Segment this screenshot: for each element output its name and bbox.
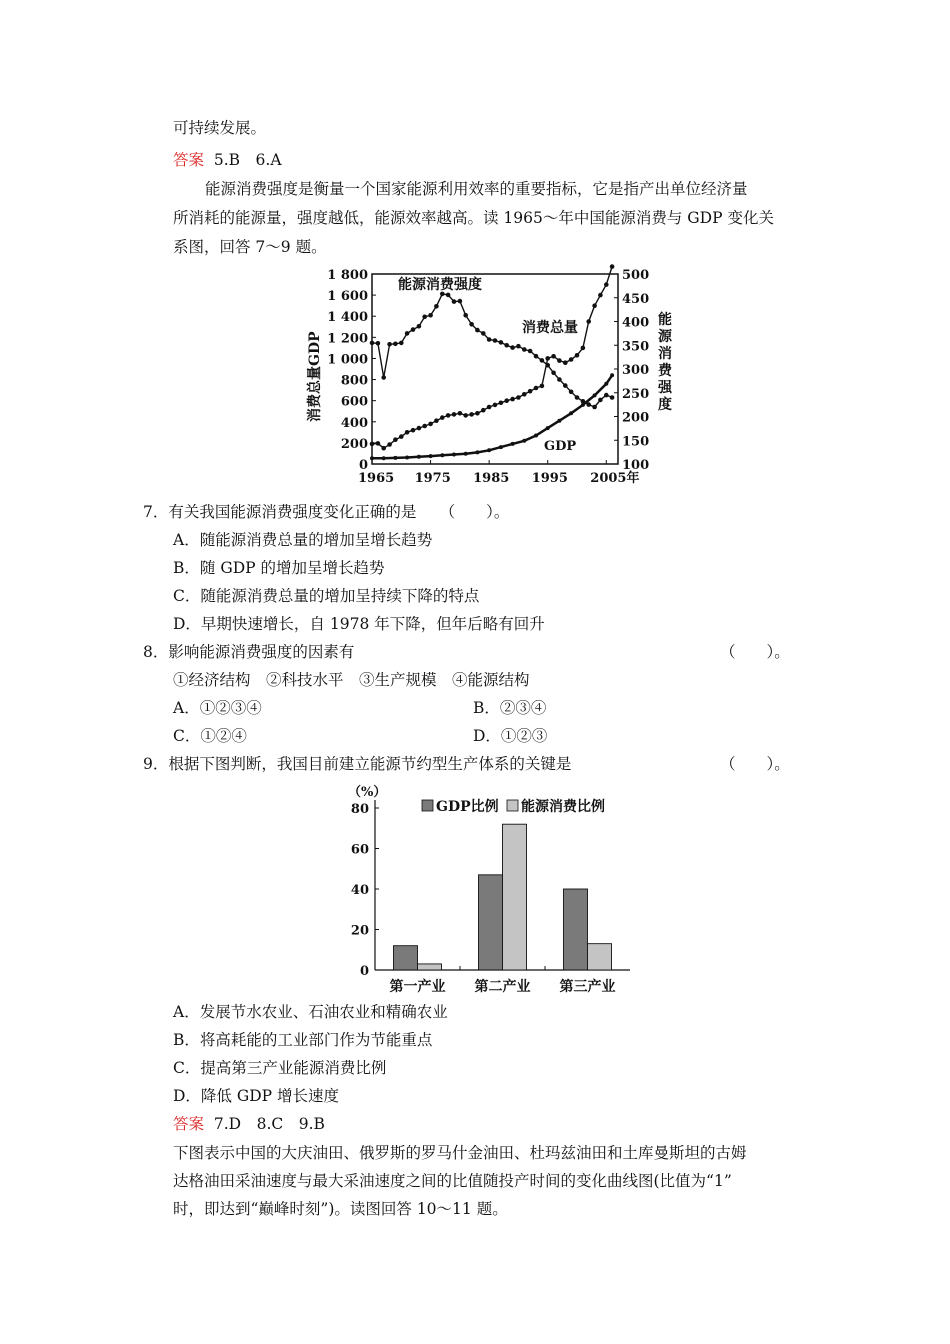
data-point-GDP	[581, 403, 585, 407]
left-tick-label: 200	[340, 436, 368, 452]
right-tick-label: 150	[622, 434, 650, 450]
data-point-消费总量	[575, 353, 580, 358]
left-tick-label: 1 200	[327, 331, 368, 347]
legend-swatch-能源消费比例	[507, 800, 518, 811]
data-point-GDP	[511, 442, 515, 446]
left-tick-label: 1 400	[327, 310, 368, 326]
right-axis-label-char: 消	[658, 346, 672, 362]
data-point-GDP	[464, 452, 468, 456]
data-point-能源消费强度	[522, 347, 527, 352]
data-point-能源消费强度	[604, 393, 609, 398]
annotation-gdp: GDP	[544, 439, 577, 454]
left-tick-label: 1 600	[327, 289, 368, 305]
data-point-GDP	[593, 393, 597, 397]
data-point-消费总量	[481, 408, 486, 413]
option-7c: C．随能源消费总量的增加呈持续下降的特点	[173, 587, 480, 605]
data-point-消费总量	[475, 411, 480, 416]
data-point-消费总量	[528, 389, 533, 394]
data-point-消费总量	[376, 441, 381, 446]
bar-能源消费比例	[418, 964, 442, 970]
text-continuation: 可持续发展。	[173, 119, 267, 137]
energy-gdp-line-chart	[300, 262, 680, 492]
annotation-total: 消费总量	[522, 320, 578, 336]
left-axis-label: 消费总量GDP	[307, 331, 323, 422]
data-point-能源消费强度	[411, 327, 416, 332]
left-tick-label: 1 000	[327, 352, 368, 368]
data-point-消费总量	[463, 413, 468, 418]
series-line-能源消费强度	[372, 294, 612, 407]
data-point-GDP	[557, 419, 561, 423]
left-tick-label: 800	[340, 373, 368, 389]
data-point-能源消费强度	[387, 342, 392, 347]
right-axis-label-char: 度	[658, 397, 672, 413]
data-point-能源消费强度	[381, 375, 386, 380]
data-point-能源消费强度	[452, 299, 457, 304]
data-point-消费总量	[504, 398, 509, 403]
data-point-消费总量	[557, 358, 562, 363]
data-point-GDP	[522, 439, 526, 443]
data-point-消费总量	[417, 426, 422, 431]
data-point-能源消费强度	[575, 395, 580, 400]
data-point-消费总量	[422, 424, 427, 429]
option-9a: A．发展节水农业、石油农业和精确农业	[173, 1003, 448, 1021]
data-point-GDP	[405, 456, 409, 460]
data-point-GDP	[604, 382, 608, 386]
bar-GDP比例	[394, 946, 418, 970]
data-point-消费总量	[604, 282, 609, 287]
x-tick-label: 2005年	[590, 471, 640, 486]
data-point-能源消费强度	[422, 315, 427, 320]
y-tick-label: 80	[350, 802, 369, 817]
left-tick-label: 0	[358, 458, 368, 473]
x-tick-label: 1985	[473, 471, 510, 486]
right-axis-label-char: 费	[658, 363, 672, 379]
data-point-消费总量	[452, 412, 457, 417]
plot-frame	[372, 274, 618, 464]
data-point-能源消费强度	[405, 331, 410, 336]
bar-GDP比例	[564, 889, 588, 970]
x-tick-label: 1995	[531, 471, 568, 486]
data-point-消费总量	[592, 303, 597, 308]
data-point-能源消费强度	[481, 331, 486, 336]
data-point-消费总量	[540, 384, 545, 389]
y-tick-label: 20	[350, 923, 369, 939]
data-point-GDP	[452, 453, 456, 457]
answer-value: 7.D 8.C 9.B	[213, 1115, 325, 1133]
data-point-能源消费强度	[534, 354, 539, 359]
paragraph-line: 达格油田采油速度与最大采油速度之间的比值随投产时间的变化曲线图(比值为“1”	[173, 1172, 732, 1190]
data-point-消费总量	[428, 422, 433, 427]
data-point-消费总量	[610, 264, 615, 269]
data-point-消费总量	[440, 415, 445, 420]
answer-7-9	[173, 1114, 325, 1134]
data-point-能源消费强度	[592, 405, 597, 410]
data-point-能源消费强度	[446, 293, 451, 298]
right-axis-label	[657, 311, 673, 413]
y-tick-label: 40	[350, 883, 369, 898]
data-point-GDP	[610, 373, 614, 377]
data-point-消费总量	[370, 442, 375, 447]
data-point-能源消费强度	[540, 358, 545, 363]
answer-label: 答案	[173, 151, 205, 169]
y-tick-label: 60	[350, 842, 369, 858]
right-tick-label: 300	[622, 363, 650, 378]
option-7a: A．随能源消费总量的增加呈增长趋势	[173, 531, 433, 549]
right-tick-label: 100	[622, 458, 650, 473]
data-point-GDP	[546, 426, 550, 430]
left-tick-label: 400	[340, 415, 368, 431]
data-point-消费总量	[522, 392, 527, 397]
y-tick-label: 0	[359, 964, 369, 979]
bar-能源消费比例	[588, 944, 612, 970]
category-label: 第二产业	[474, 979, 531, 995]
right-axis-label-char: 源	[658, 329, 672, 345]
category-label: 第三产业	[559, 979, 616, 995]
data-point-能源消费强度	[469, 322, 474, 327]
data-point-消费总量	[381, 446, 386, 451]
data-point-消费总量	[598, 293, 603, 298]
answer-5-6	[173, 150, 282, 170]
data-point-消费总量	[569, 357, 574, 362]
right-tick-label: 400	[622, 315, 650, 331]
option-8a: A．①②③④	[173, 699, 262, 717]
category-label: 第一产业	[389, 979, 446, 995]
question-8-factors: ①经济结构 ②科技水平 ③生产规模 ④能源结构	[173, 671, 530, 689]
data-point-能源消费强度	[510, 345, 515, 350]
data-point-消费总量	[586, 319, 591, 324]
question-9-blank: （ ）。	[720, 755, 790, 773]
question-8: 8．影响能源消费强度的因素有	[143, 643, 355, 661]
option-9c: C．提高第三产业能源消费比例	[173, 1059, 387, 1077]
right-tick-label: 450	[622, 291, 650, 307]
data-point-消费总量	[469, 412, 474, 417]
x-tick-label: 1965	[358, 471, 395, 486]
data-point-消费总量	[516, 395, 521, 400]
data-point-GDP	[382, 456, 386, 460]
left-tick-label: 600	[340, 394, 368, 410]
data-point-GDP	[487, 448, 491, 452]
data-point-消费总量	[499, 401, 504, 406]
data-point-能源消费强度	[610, 395, 615, 400]
data-point-消费总量	[534, 386, 539, 391]
paragraph-line: 所消耗的能源量，强度越低，能源效率越高。读 1965～年中国能源消费与 GDP 变化关	[173, 209, 774, 227]
data-point-消费总量	[411, 428, 416, 433]
legend-swatch-GDP比例	[422, 800, 433, 811]
option-7d: D．早期快速增长，自 1978 年下降，但年后略有回升	[173, 615, 545, 633]
data-point-能源消费强度	[428, 313, 433, 318]
data-point-消费总量	[434, 418, 439, 423]
data-point-能源消费强度	[370, 341, 375, 346]
data-point-GDP	[393, 456, 397, 460]
data-point-消费总量	[487, 405, 492, 410]
right-tick-label: 250	[622, 386, 650, 402]
option-8c: C．①②④	[173, 727, 247, 745]
data-point-GDP	[417, 455, 421, 459]
paragraph-line: 时，即达到“巅峰时刻”)。读图回答 10～11 题。	[173, 1200, 508, 1218]
bar-能源消费比例	[503, 824, 527, 970]
data-point-能源消费强度	[475, 328, 480, 333]
data-point-能源消费强度	[434, 304, 439, 309]
data-point-消费总量	[510, 397, 515, 402]
right-axis-label-char: 能	[658, 312, 672, 328]
data-point-能源消费强度	[487, 337, 492, 342]
data-point-能源消费强度	[528, 349, 533, 354]
right-tick-label: 200	[622, 410, 650, 426]
data-point-GDP	[499, 445, 503, 449]
option-9b: B．将高耗能的工业部门作为节能重点	[173, 1031, 433, 1049]
data-point-消费总量	[563, 360, 568, 365]
legend-label: 能源消费比例	[521, 799, 605, 815]
x-tick-label: 1975	[414, 471, 451, 486]
data-point-GDP	[569, 411, 573, 415]
y-axis-unit: （%）	[348, 785, 387, 800]
annotation-intensity: 能源消费强度	[398, 277, 482, 293]
data-point-消费总量	[493, 403, 498, 408]
data-point-GDP	[440, 453, 444, 457]
paragraph-line: 能源消费强度是衡量一个国家能源利用效率的重要指标，它是指产出单位经济量	[205, 180, 748, 198]
data-point-能源消费强度	[499, 340, 504, 345]
data-point-消费总量	[446, 413, 451, 418]
option-9d: D．降低 GDP 增长速度	[173, 1087, 340, 1105]
option-8b: B．②③④	[473, 699, 547, 717]
data-point-消费总量	[545, 356, 550, 361]
data-point-消费总量	[551, 354, 556, 359]
data-point-能源消费强度	[569, 390, 574, 395]
question-7: 7．有关我国能源消费强度变化正确的是 （ ）。	[143, 503, 510, 521]
data-point-消费总量	[405, 430, 410, 435]
option-8d: D．①②③	[473, 727, 548, 745]
data-point-GDP	[429, 454, 433, 458]
question-8-blank: （ ）。	[720, 643, 790, 661]
data-point-能源消费强度	[598, 398, 603, 403]
data-point-消费总量	[393, 437, 398, 442]
data-point-能源消费强度	[463, 313, 468, 318]
legend-label: GDP比例	[436, 799, 499, 815]
data-point-GDP	[370, 456, 374, 460]
answer-label: 答案	[173, 1115, 205, 1133]
data-point-能源消费强度	[563, 383, 568, 388]
data-point-消费总量	[387, 442, 392, 447]
right-tick-label: 350	[622, 339, 650, 355]
data-point-能源消费强度	[393, 342, 398, 347]
data-point-能源消费强度	[417, 324, 422, 329]
right-tick-label: 500	[622, 268, 650, 283]
right-axis-label-char: 强	[658, 380, 672, 396]
data-point-消费总量	[581, 346, 586, 351]
data-point-GDP	[534, 434, 538, 438]
option-7b: B．随 GDP 的增加呈增长趋势	[173, 559, 385, 577]
answer-value: 5.B 6.A	[213, 151, 282, 169]
data-point-能源消费强度	[551, 371, 556, 376]
data-point-能源消费强度	[516, 344, 521, 349]
data-point-能源消费强度	[376, 341, 381, 346]
left-tick-label: 1 800	[327, 268, 368, 283]
data-point-GDP	[475, 450, 479, 454]
data-point-能源消费强度	[557, 377, 562, 382]
paragraph-line: 下图表示中国的大庆油田、俄罗斯的罗马什金油田、杜玛兹油田和土库曼斯坦的古姆	[173, 1144, 747, 1162]
data-point-能源消费强度	[493, 338, 498, 343]
question-9: 9．根据下图判断，我国目前建立能源节约型生产体系的关键是	[143, 755, 572, 773]
data-point-消费总量	[458, 411, 463, 416]
industry-bar-chart	[330, 778, 640, 1000]
data-point-消费总量	[399, 434, 404, 439]
data-point-能源消费强度	[504, 343, 509, 348]
paragraph-line: 系图，回答 7～9 题。	[173, 238, 327, 256]
bar-GDP比例	[479, 875, 503, 970]
data-point-能源消费强度	[458, 299, 463, 304]
data-point-能源消费强度	[399, 341, 404, 346]
